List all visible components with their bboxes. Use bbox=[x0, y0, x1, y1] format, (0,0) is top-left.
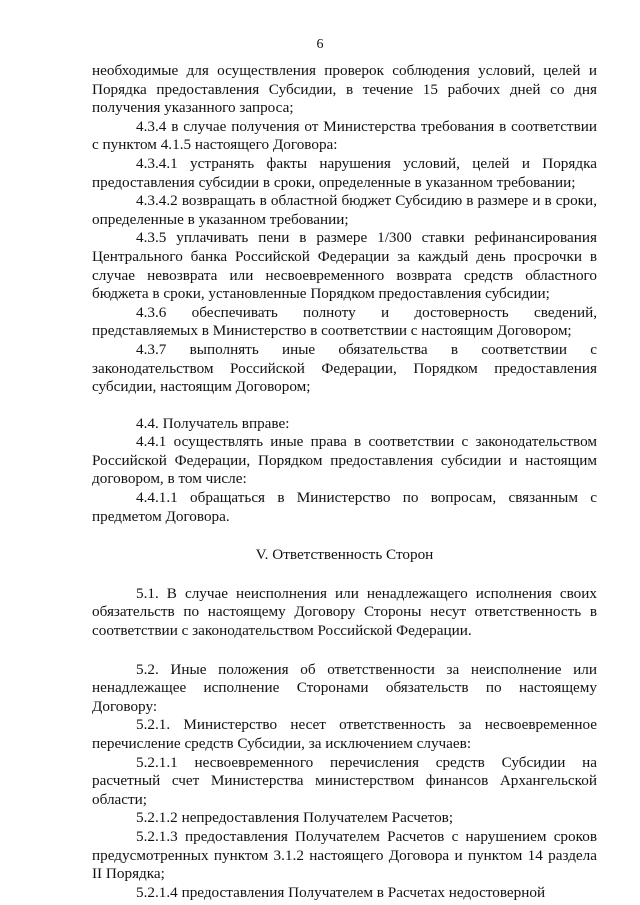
paragraph: 4.4. Получатель вправе: bbox=[136, 414, 290, 432]
paragraph: 4.3.5 уплачивать пени в размере 1/300 ставки рефинансирования Центрального банка Российской Федерации за каждый день просрочки в случае невозврата или несвоевременного возврата средств областного бюджета в сроки, установленные Порядком предоставления субсидии; bbox=[92, 229, 597, 303]
paragraph: необходимые для осуществления проверок соблюдения условий, целей и Порядка предоставления Субсидии, в течение 15 рабочих дней со дня получения указанного запроса; bbox=[92, 62, 597, 117]
paragraph: 5.2.1.2 непредоставления Получателем Расчетов; bbox=[136, 809, 454, 827]
paragraph: 4.3.4.2 возвращать в областной бюджет Субсидию в размере и в сроки, определенные в указанном требовании; bbox=[92, 192, 597, 228]
paragraph: 5.2.1. Министерство несет ответственность за несвоевременное перечисление средств Субсидии, за исключением случаев: bbox=[92, 716, 597, 752]
paragraph: 5.2. Иные положения об ответственности за неисполнение или ненадлежащее исполнение Сторонами обязательств по настоящему Договору: bbox=[92, 660, 597, 715]
paragraph: 5.2.1.4 предоставления Получателем в Расчетах недостоверной bbox=[136, 883, 546, 901]
spacer bbox=[92, 526, 597, 546]
paragraph: 5.1. В случае неисполнения или ненадлежащего исполнения своих обязательств по настоящему Договору Стороны несут ответственность в соответствии с законодательством Российской Федерации. bbox=[92, 584, 597, 640]
page-number: 6 bbox=[316, 37, 324, 52]
paragraph: 5.2.1.3 предоставления Получателем Расчетов с нарушением сроков предусмотренных пунктом 3.1.2 настоящего Договора и пунктом 14 раздела II Порядка; bbox=[92, 827, 597, 883]
spacer bbox=[92, 641, 597, 661]
document-body bbox=[92, 62, 597, 902]
paragraph: 4.3.6 обеспечивать полноту и достоверность сведений, представляемых в Министерство в соответствии с настоящим Договором; bbox=[92, 303, 597, 340]
paragraph: 5.2.1.1 несвоевременного перечисления средств Субсидии на расчетный счет Министерства министерством финансов Архангельской области; bbox=[92, 753, 597, 808]
paragraph: 4.4.1 осуществлять иные права в соответствии с законодательством Российской Федерации, Порядком предоставления субсидии и настоящим договором, в том числе: bbox=[92, 433, 597, 488]
spacer bbox=[92, 565, 597, 585]
spacer bbox=[92, 397, 597, 415]
paragraph: 4.3.7 выполнять иные обязательства в соответствии с законодательством Российской Федерации, Порядком предоставления субсидии, настоящим Договором; bbox=[92, 340, 597, 396]
paragraph: 4.4.1.1 обращаться в Министерство по вопросам, связанным с предметом Договора. bbox=[92, 489, 597, 525]
section-heading: V. Ответственность Сторон bbox=[255, 546, 434, 564]
paragraph: 4.3.4.1 устранять факты нарушения условий, целей и Порядка предоставления субсидии в сроки, определенные в указанном требовании; bbox=[92, 154, 597, 191]
paragraph: 4.3.4 в случае получения от Министерства требования в соответствии с пунктом 4.1.5 настоящего Договора: bbox=[92, 117, 597, 154]
